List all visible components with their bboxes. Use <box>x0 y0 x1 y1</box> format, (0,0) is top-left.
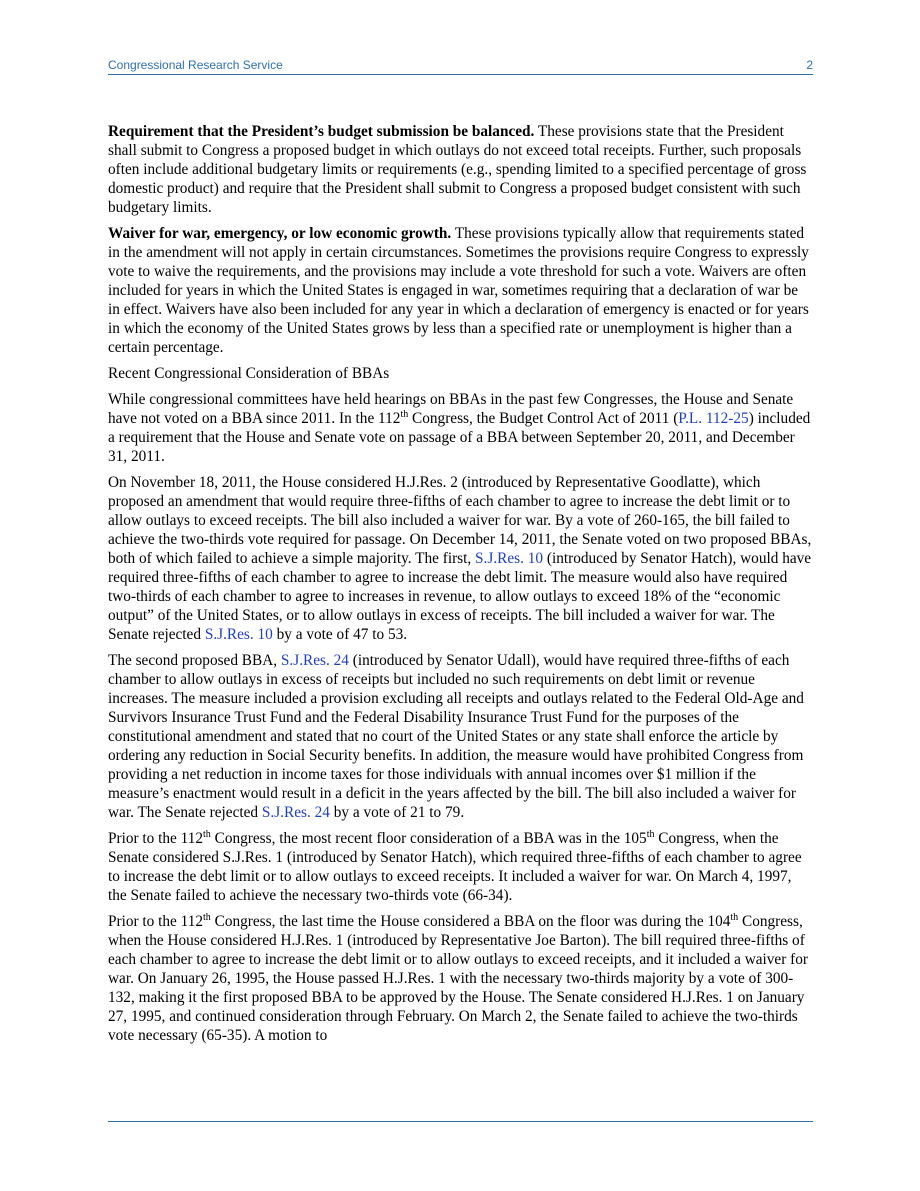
page-header <box>108 58 813 75</box>
text-run: by a vote of 47 to 53. <box>272 626 408 643</box>
paragraph-text: These provisions typically allow that requirements stated in the amendment will not apply in certain circumstances. Sometimes the provisions require Congress to expressly vote to waive the requirements, and the provisions may include a vote threshold for such a vote. Waivers are often included for years in which the United States is engaged in war, sometimes requiring that a declaration of war be in effect. Waivers have also been included for any year in which a declaration of emergency is enacted or for years in which the economy of the United States grows by less than a specified rate or unemployment is higher than a certain percentage. <box>108 225 809 356</box>
link-sjres-24[interactable]: S.J.Res. 24 <box>261 804 330 821</box>
text-run: Prior to the 112 <box>108 913 204 930</box>
paragraph-balanced-budget-submission <box>108 122 813 217</box>
text-run: The second proposed BBA, <box>108 652 281 669</box>
paragraph-recent-consideration <box>108 390 813 466</box>
text-run: by a vote of 21 to 79. <box>329 804 465 821</box>
text-run: Congress, the Budget Control Act of 2011 ( <box>408 410 679 427</box>
text-run: Prior to the 112 <box>108 830 204 847</box>
text-run: (introduced by Senator Hatch), would have required three-fifths of each chamber to agree to increase the debt limit. The measure would also have required two-thirds of each chamber to agree to increases in revenue, to allow outlays to exceed 18% of the “economic output” of the United States, or to allow outlays in excess of receipts. The bill included a waiver for war. The Senate rejected <box>108 550 812 643</box>
superscript: th <box>646 828 655 840</box>
text-run: Congress, the last time the House considered a BBA on the floor was during the 104 <box>210 913 731 930</box>
section-heading: Recent Congressional Consideration of BBAs <box>108 365 390 382</box>
paragraph-title: Waiver for war, emergency, or low economic growth. <box>108 225 452 242</box>
text-run: Congress, the most recent floor consideration of a BBA was in the 105 <box>210 830 647 847</box>
text-run: ) included a requirement that the House and Senate vote on passage of a BBA between September 20, 2011, and December 31, 2011. <box>108 410 811 465</box>
text-run: (introduced by Senator Udall), would have required three-fifths of each chamber to allow outlays in excess of receipts but included no such requirements on debt limit or revenue increases. The measure included a provision excluding all receipts and outlays related to the Federal Old-Age and Survivors Insurance Trust Fund and the Federal Disability Insurance Trust Fund for the purposes of the constitutional amendment and stated that no court of the United States or any state shall enforce the article by ordering any reduction in Social Security benefits. In addition, the measure would have prohibited Congress from providing a net reduction in income taxes for those individuals with annual incomes over $1 million if the measure’s enactment would result in a deficit in the years affected by the bill. The bill also included a waiver for war. The Senate rejected <box>108 652 804 821</box>
footer-divider <box>108 1121 813 1122</box>
text-run: Congress, when the House considered H.J.Res. 1 (introduced by Representative Joe Barton). The bill required three-fifths of each chamber to agree to increase the debt limit or to allow outlays to exceed receipts, and it included a waiver for war. On January 26, 1995, the House passed H.J.Res. 1 with the necessary two-thirds majority by a vote of 300-132, making it the first proposed BBA to be approved by the House. The Senate considered H.J.Res. 1 on January 27, 1995, and continued consideration through February. On March 2, the Senate failed to achieve the two-thirds vote necessary (65-35). A motion to <box>108 913 808 1044</box>
superscript: th <box>203 911 211 923</box>
paragraph-november-2011 <box>108 473 813 644</box>
link-sjres-10[interactable]: S.J.Res. 10 <box>475 550 544 567</box>
paragraph-waiver <box>108 224 813 357</box>
header-org-name: Congressional Research Service <box>108 58 283 72</box>
text-run: On November 18, 2011, the House considered H.J.Res. 2 (introduced by Representative Goodlatte), which proposed an amendment that would require three-fifths of each chamber to agree to increase the debt limit or to allow outlays to exceed receipts. The bill also included a waiver for war. By a vote of 260-165, the bill failed to achieve the two-thirds vote required for passage. On December 14, 2011, the Senate voted on two proposed BBAs, both of which failed to achieve a simple majority. The first, <box>108 474 812 567</box>
paragraph-title: Requirement that the President’s budget submission be balanced. <box>108 123 535 140</box>
paragraph-text: These provisions state that the President shall submit to Congress a proposed budget in which outlays do not exceed total receipts. Further, such proposals often include additional budgetary limits or requirements (e.g., spending limited to a specified percentage of gross domestic product) and require that the President shall submit to Congress a proposed budget consistent with such budgetary limits. <box>108 123 807 216</box>
superscript: th <box>400 408 409 420</box>
text-run: While congressional committees have held hearings on BBAs in the past few Congresses, the House and Senate have not voted on a BBA since 2011. In the 112 <box>108 391 794 427</box>
paragraph-104th-congress <box>108 912 813 1045</box>
header-page-number: 2 <box>806 58 813 72</box>
text-run: Congress, when the Senate considered S.J.Res. 1 (introduced by Senator Hatch), which required three-fifths of each chamber to agree to increase the debt limit or to allow outlays to exceed receipts. It included a waiver for war. On March 4, 1997, the Senate failed to achieve the necessary two-thirds vote (66-34). <box>108 830 802 904</box>
paragraph-second-bba <box>108 651 813 822</box>
document-body <box>108 122 813 1052</box>
paragraph-105th-congress <box>108 829 813 905</box>
link-sjres-10[interactable]: S.J.Res. 10 <box>204 626 273 643</box>
link-sjres-24[interactable]: S.J.Res. 24 <box>280 652 349 669</box>
superscript: th <box>203 828 211 840</box>
link-pl-112-25[interactable]: P.L. 112-25 <box>678 410 749 427</box>
superscript: th <box>730 911 739 923</box>
